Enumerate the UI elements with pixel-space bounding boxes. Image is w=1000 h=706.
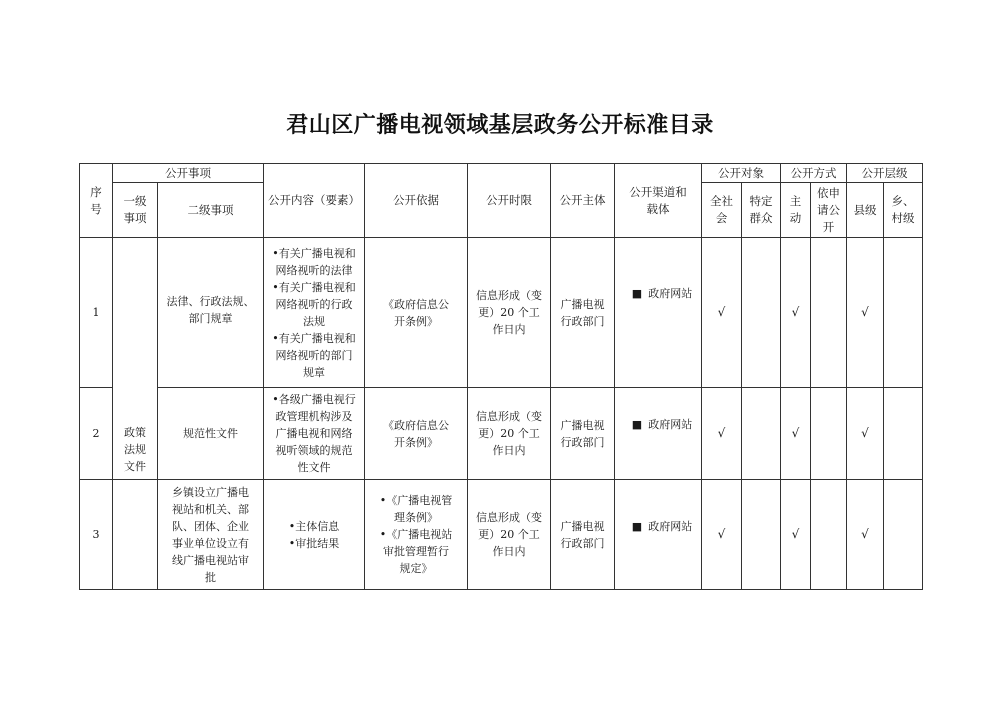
header-channel: 公开渠道和 载体 <box>615 164 702 238</box>
row-subject: 广播电视 行政部门 <box>551 388 615 480</box>
row-target-all: √ <box>702 480 742 590</box>
row-subject: 广播电视 行政部门 <box>551 238 615 388</box>
row-level2: 乡镇设立广播电 视站和机关、部 队、团体、企业 事业单位设立有 线广播电视站审 批 <box>158 480 264 590</box>
header-level-township: 乡、 村级 <box>884 183 923 238</box>
header-level-group: 公开层级 <box>847 164 923 183</box>
row-method-active: √ <box>781 480 811 590</box>
row-level-township <box>884 388 923 480</box>
row-level2: 法律、行政法规、 部门规章 <box>158 238 264 388</box>
row-target-specific <box>742 480 781 590</box>
header-matters-group: 公开事项 <box>113 164 264 183</box>
header-time-limit: 公开时限 <box>468 164 551 238</box>
row-seq: 1 <box>80 238 113 388</box>
square-bullet-icon: ■ <box>631 287 643 300</box>
row-level2: 规范性文件 <box>158 388 264 480</box>
row-target-all: √ <box>702 388 742 480</box>
row-level1 <box>113 480 158 590</box>
header-subject: 公开主体 <box>551 164 615 238</box>
header-seq: 序 号 <box>80 164 113 238</box>
header-content: 公开内容（要素） <box>264 164 365 238</box>
header-target-group: 公开对象 <box>702 164 781 183</box>
row-level-county: √ <box>847 480 884 590</box>
row-level-township <box>884 238 923 388</box>
table-row <box>80 388 923 480</box>
table-row <box>80 480 923 590</box>
square-bullet-icon: ■ <box>631 418 643 431</box>
row-channel: ■ 政府网站 <box>615 480 702 590</box>
row-seq: 2 <box>80 388 113 480</box>
square-bullet-icon: ■ <box>631 520 643 533</box>
header-basis: 公开依据 <box>365 164 468 238</box>
header-method-group: 公开方式 <box>781 164 847 183</box>
header-method-request: 依申 请公 开 <box>811 183 847 238</box>
row-basis: 《政府信息公 开条例》 <box>365 238 468 388</box>
row-basis: 《政府信息公 开条例》 <box>365 388 468 480</box>
row-content: •各级广播电视行 政管理机构涉及 广播电视和网络 视听领域的规范 性文件 <box>264 388 365 480</box>
row-channel: ■ 政府网站 <box>615 388 702 480</box>
row-subject: 广播电视 行政部门 <box>551 480 615 590</box>
header-target-all: 全社 会 <box>702 183 742 238</box>
row-level-county: √ <box>847 388 884 480</box>
row-channel: ■ 政府网站 <box>615 238 702 388</box>
header-target-specific: 特定 群众 <box>742 183 781 238</box>
catalog-table <box>79 163 923 590</box>
row-method-active: √ <box>781 238 811 388</box>
row-method-request <box>811 388 847 480</box>
row-level-county: √ <box>847 238 884 388</box>
header-level-county: 县级 <box>847 183 884 238</box>
row-method-request <box>811 480 847 590</box>
row-basis: •《广播电视管 理条例》 •《广播电视站 审批管理暂行 规定》 <box>365 480 468 590</box>
row-target-specific <box>742 388 781 480</box>
row-method-request <box>811 238 847 388</box>
level1-cell-merged: 政策 法规 文件 <box>113 238 158 480</box>
header-method-active: 主 动 <box>781 183 811 238</box>
table-row <box>80 238 923 388</box>
header-level2: 二级事项 <box>158 183 264 238</box>
row-target-specific <box>742 238 781 388</box>
row-time-limit: 信息形成（变 更）20 个工 作日内 <box>468 238 551 388</box>
row-content: •有关广播电视和 网络视听的法律 •有关广播电视和 网络视听的行政 法规 •有关广播电视和 网络视听的部门 规章 <box>264 238 365 388</box>
row-seq: 3 <box>80 480 113 590</box>
header-level1: 一级 事项 <box>113 183 158 238</box>
row-time-limit: 信息形成（变 更）20 个工 作日内 <box>468 388 551 480</box>
row-target-all: √ <box>702 238 742 388</box>
row-method-active: √ <box>781 388 811 480</box>
row-level-township <box>884 480 923 590</box>
header-row-1 <box>80 164 923 183</box>
row-content: •主体信息 •审批结果 <box>264 480 365 590</box>
row-time-limit: 信息形成（变 更）20 个工 作日内 <box>468 480 551 590</box>
page-title: 君山区广播电视领域基层政务公开标准目录 <box>286 113 714 138</box>
